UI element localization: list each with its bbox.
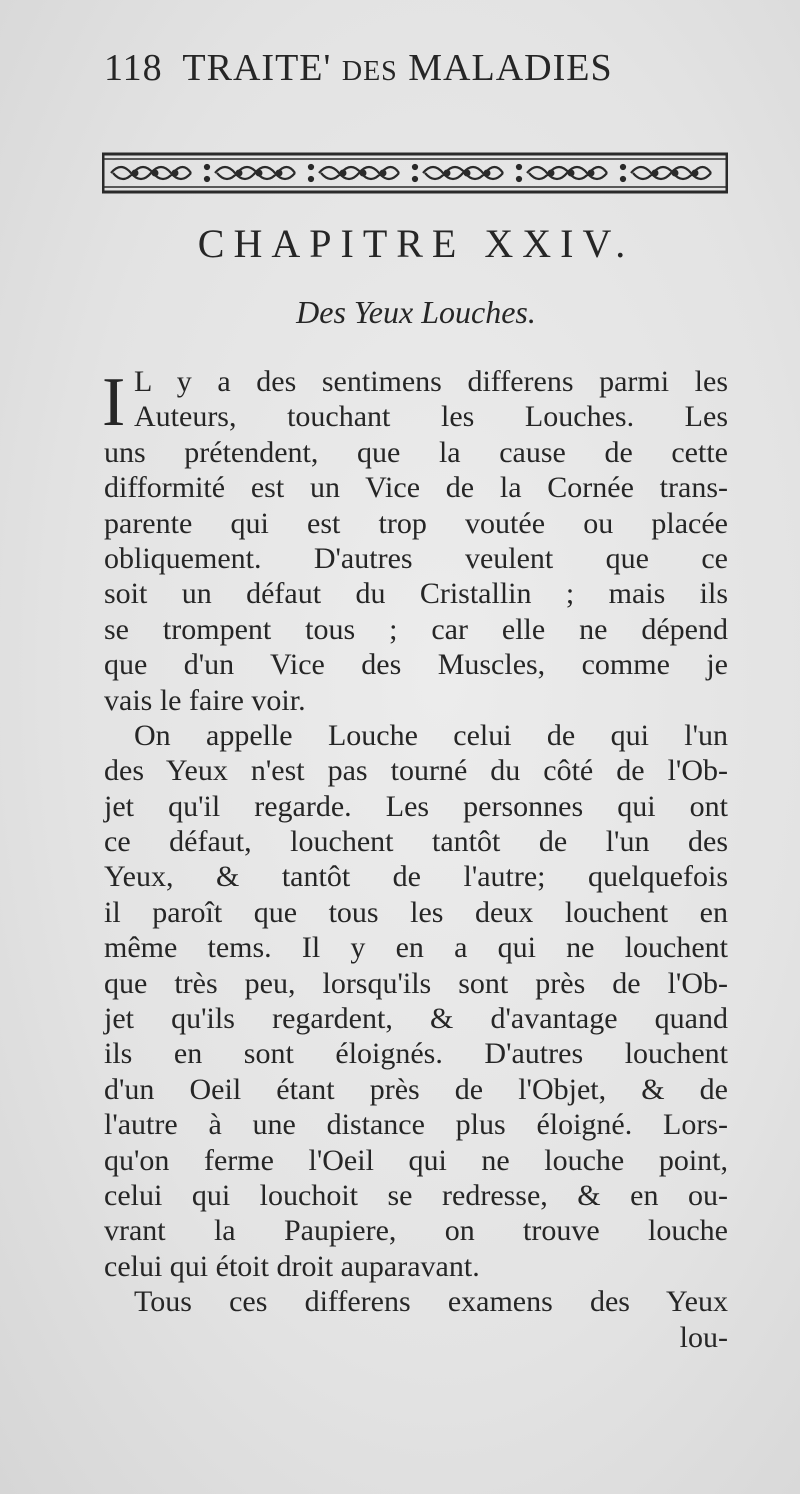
text-line: même tems. Il y en a qui ne louchent: [104, 931, 728, 965]
text-line: jet qu'il regarde. Les personnes qui ont: [104, 789, 728, 823]
ornament-dot: [464, 170, 470, 176]
text-line: d'un Oeil étant près de l'Objet, & de: [104, 1072, 728, 1106]
text-line: qu'on ferme l'Oeil qui ne louche point,: [104, 1143, 728, 1177]
ornament-colon-dot: [516, 164, 521, 169]
ornament-colon-dot: [204, 164, 209, 169]
text-line: Tous ces differens examens des Yeux: [134, 1285, 728, 1319]
ornament-dot: [256, 170, 262, 176]
ornament-colon-dot: [308, 164, 313, 169]
text-line: se trompent tous ; car elle ne dépend: [104, 612, 728, 646]
text-line: Auteurs, touchant les Louches. Les: [134, 400, 728, 434]
ornament-dot: [548, 170, 554, 176]
text-line: celui qui étoit droit auparavant.: [104, 1249, 480, 1283]
ornament-scroll: [423, 167, 503, 179]
chapter-subtitle: Des Yeux Louches.: [296, 294, 536, 330]
ornament-colon-dot: [308, 176, 313, 181]
ornament-colon-dot: [412, 176, 417, 181]
ornament-dot: [172, 170, 178, 176]
ornament-band: [102, 150, 728, 196]
header-title-1: TRAITE': [182, 47, 332, 89]
text-line: L y a des sentimens differens parmi les: [134, 365, 728, 398]
ornament-dot: [652, 170, 658, 176]
ornament-dot: [588, 170, 594, 176]
text-line: soit un défaut du Cristallin ; mais ils: [104, 577, 728, 611]
chapter-heading: CHAPITRE XXIV.: [197, 221, 635, 266]
text-line: celui qui louchoit se redresse, & en ou-: [104, 1178, 728, 1212]
ornament-scroll: [215, 167, 295, 179]
ornament-dot: [340, 170, 346, 176]
ornament-dot: [132, 170, 138, 176]
header-title-2: DES: [341, 56, 398, 87]
ornament-dot: [692, 170, 698, 176]
ornament-dot: [360, 170, 366, 176]
text-line: On appelle Louche celui de qui l'un: [134, 718, 728, 752]
ornament-dot: [236, 170, 242, 176]
ornament-colon-dot: [620, 176, 625, 181]
text-line: obliquement. D'autres veulent que ce: [104, 541, 728, 575]
page-number: 118: [104, 47, 163, 89]
ornament-scroll: [631, 167, 711, 179]
ornament-dot: [444, 170, 450, 176]
text-line: que d'un Vice des Muscles, comme je: [104, 648, 728, 682]
drop-cap: I: [102, 364, 126, 441]
header-title-3: MALADIES: [408, 47, 613, 89]
ornament-colon-dot: [620, 164, 625, 169]
ornament-dot: [276, 170, 282, 176]
text-line: uns prétendent, que la cause de cette: [104, 435, 728, 469]
text-line: ce défaut, louchent tantôt de l'un des: [104, 825, 728, 859]
text-line: Yeux, & tantôt de l'autre; quelquefois: [104, 860, 728, 894]
ornament-scroll: [527, 167, 607, 179]
ornament-dot: [568, 170, 574, 176]
ornament-colon-dot: [412, 164, 417, 169]
text-line: lou-: [679, 1320, 728, 1354]
text-line: vrant la Paupiere, on trouve louche: [104, 1214, 728, 1248]
text-line: jet qu'ils regardent, & d'avantage quand: [104, 1002, 728, 1036]
text-line: ils en sont éloignés. D'autres louchent: [104, 1037, 728, 1071]
text-line: l'autre à une distance plus éloigné. Lors-: [104, 1108, 728, 1142]
ornament-dot: [380, 170, 386, 176]
ornament-scroll: [111, 167, 191, 179]
body-text: [104, 364, 728, 1355]
ornament-dot: [672, 170, 678, 176]
ornament-dot: [152, 170, 158, 176]
text-line: vais le faire voir.: [104, 683, 306, 717]
ornament-colon-dot: [516, 176, 521, 181]
text-line: parente qui est trop voutée ou placée: [104, 506, 728, 540]
running-header: [104, 46, 704, 90]
text-line: difformité est un Vice de la Cornée trans-: [104, 471, 728, 505]
text-line: que très peu, lorsqu'ils sont près de l'Ob-: [104, 966, 728, 1000]
text-line: des Yeux n'est pas tourné du côté de l'Ob-: [104, 754, 728, 788]
text-line: il paroît que tous les deux louchent en: [104, 895, 728, 929]
ornament-colon-dot: [204, 176, 209, 181]
ornament-scroll: [319, 167, 399, 179]
ornament-dot: [484, 170, 490, 176]
